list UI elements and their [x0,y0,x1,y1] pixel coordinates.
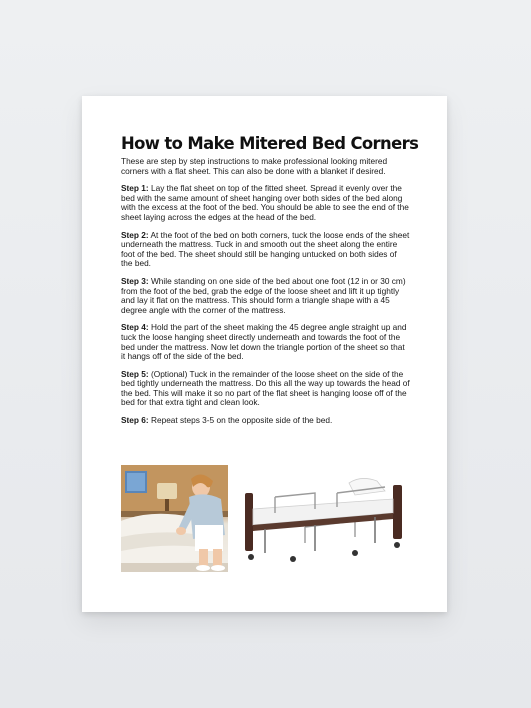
step-1 [121,184,410,222]
step-4 [121,323,410,361]
step-6-label: Step 6: [121,415,149,426]
step-2-text: At the foot of the bed on both corners, tuck the loose ends of the sheet underneath the mattress. Tuck in and smooth out the sheet along the entire foot of the bed. The sheet should still be hanging untucked on both sides of the bed. [121,229,410,269]
poster [82,96,447,612]
housekeeper-illustration [121,465,228,572]
photo-row [121,465,410,573]
hospital-bed-illustration [245,473,410,571]
hospital-bed-photo [245,473,410,571]
step-1-text: Lay the flat sheet on top of the fitted sheet. Spread it evenly over the bed with the same amount of sheet hanging over both sides of the bed along with the excess at the foot of the bed. You should be able to see the end of the sheet laying across the edges at the head of the bed. [121,183,409,222]
step-3-label: Step 3: [121,275,149,286]
step-5 [121,370,410,408]
intro-paragraph: These are step by step instructions to make professional looking mitered corners with a flat sheet. This can also be done with a blanket if desired. [121,156,388,176]
step-2-label: Step 2: [121,229,149,240]
step-6-text: Repeat steps 3-5 on the opposite side of the bed. [148,415,333,426]
step-3 [121,277,410,315]
step-2 [121,231,410,269]
step-6 [121,416,410,426]
poster-title: How to Make Mitered Bed Corners [121,134,419,153]
step-5-label: Step 5: [121,368,149,379]
step-4-label: Step 4: [121,322,149,333]
housekeeper-making-bed-photo [121,465,228,572]
step-3-text: While standing on one side of the bed about one foot (12 in or 30 cm) from the foot of the bed, grab the edge of the loose sheet and lift it up tightly and lay it flat on the mattress. This should form a triangle shape with a 45 degree angle with the corner of the mattress. [121,275,406,315]
step-1-label: Step 1: [121,183,149,194]
poster-content [121,134,419,434]
step-4-text: Hold the part of the sheet making the 45 degree angle straight up and tuck the loose hanging sheet directly underneath and towards the foot of the bed under the mattress. Now let down the triangle portion of the sheet so that it hangs off of the side of the bed. [121,322,407,362]
step-5-text: (Optional) Tuck in the remainder of the loose sheet on the side of the bed tightly underneath the mattress. Do this all the way up towards the head of the bed. This will make it so no part of the flat sheet is hanging loose off of the bed for that extra tight and clean look. [121,368,410,408]
